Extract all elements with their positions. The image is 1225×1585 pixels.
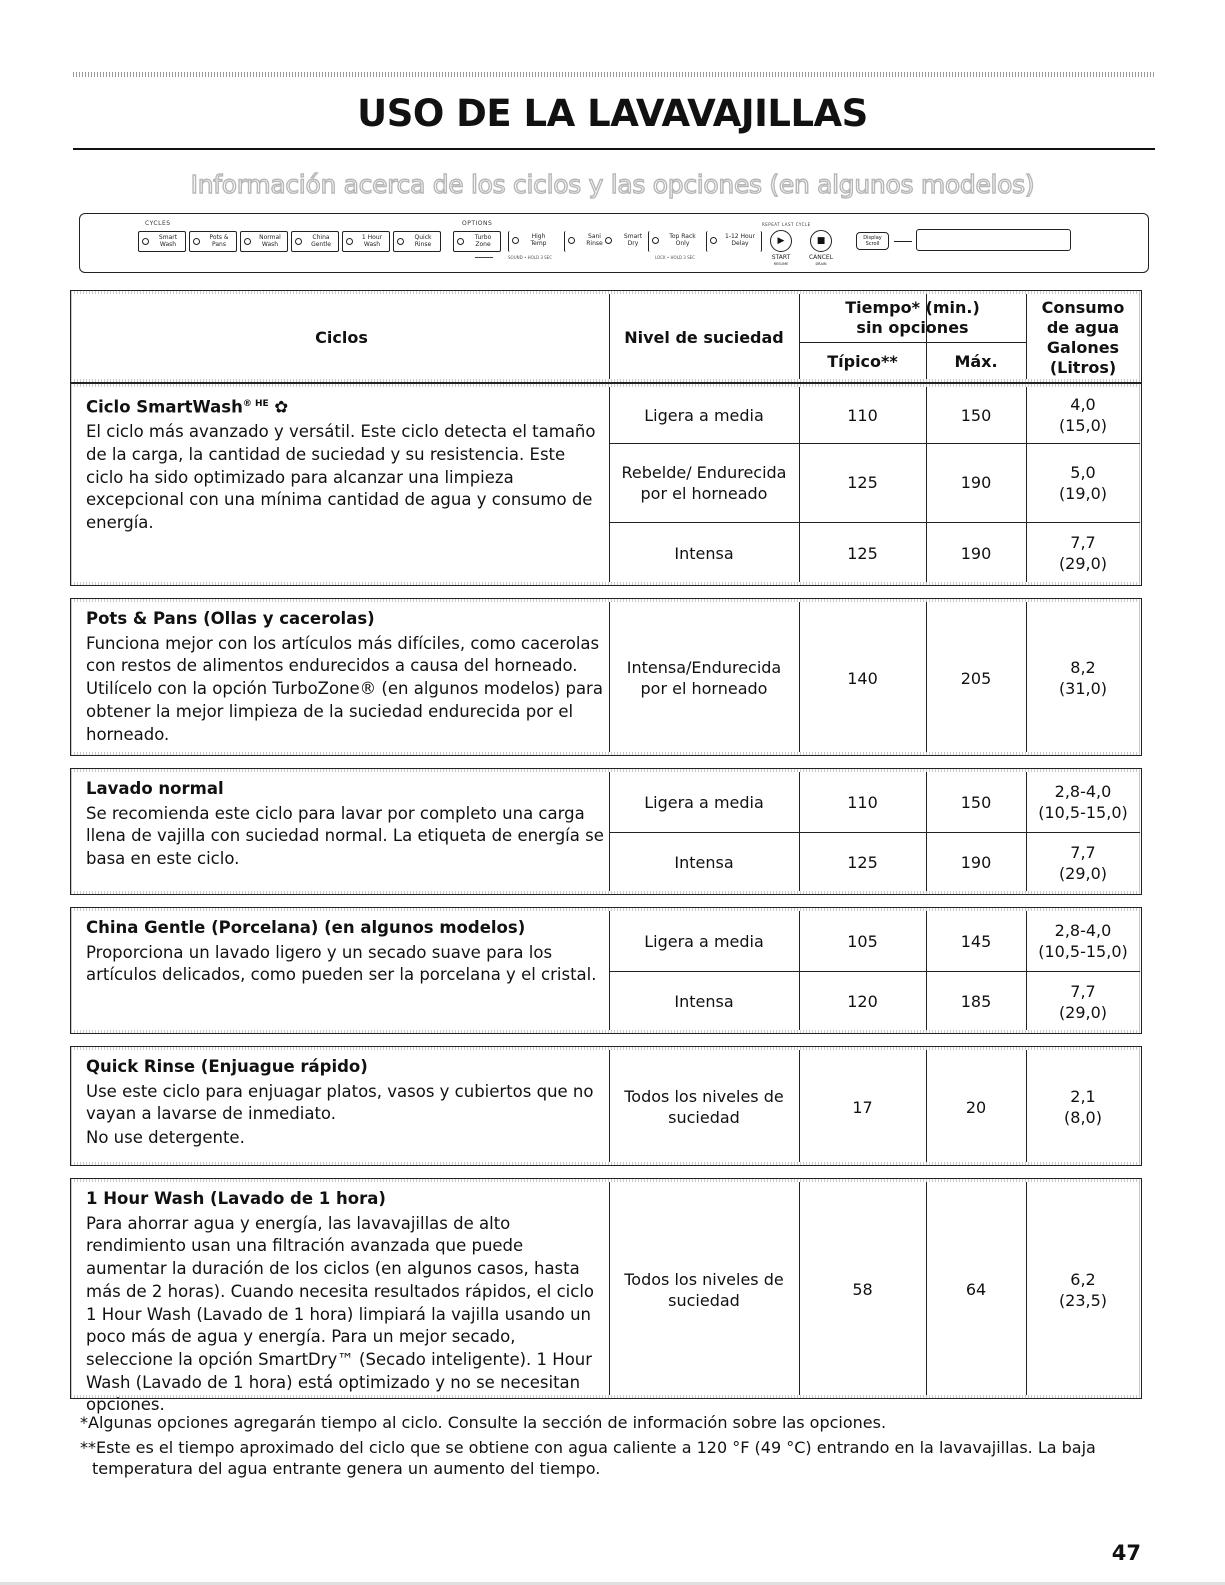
typical-cell: 120 [847, 992, 878, 1011]
soil-cell: Rebelde/ Endurecida por el horneado [621, 462, 787, 503]
water-cell: 8,2 (31,0) [1058, 658, 1108, 698]
soil-cell: Todos los niveles de suciedad [624, 1269, 784, 1310]
header-water: Consumo de agua Galones (Litros) [1041, 297, 1125, 377]
stop-icon: ■ [816, 236, 826, 246]
led-icon [457, 238, 464, 245]
cycle-description: Lavado normal Se recomienda este ciclo para lavar por completo una carga llena de vajilla con suciedad normal. La etiqueta de energía se basa en este ciclo. [86, 778, 606, 872]
led-icon [605, 237, 612, 244]
water-cell: 4,0 (15,0) [1058, 395, 1108, 435]
cycle-button-smart-wash[interactable]: Smart Wash [138, 231, 186, 252]
led-icon [568, 237, 575, 244]
header-soil: Nivel de suciedad [624, 327, 784, 347]
options-label: OPTIONS [462, 220, 493, 227]
soil-cell: Ligera a media [644, 792, 764, 812]
footnote-1: *Algunas opciones agregarán tiempo al ciclo. Consulte la sección de información sobre las opciones. [80, 1413, 887, 1432]
play-icon: ▶ [777, 236, 785, 246]
registered-he-mark: ® HE [242, 399, 269, 409]
soil-cell: Ligera a media [644, 405, 764, 425]
footnote-2: **Este es el tiempo aproximado del ciclo que se obtiene con agua caliente a 120 °F (49 °C) entrando en la lavavajillas. La baja temperatura del agua entrante genera un aumento del tiempo. [80, 1438, 1096, 1478]
title-rule [73, 148, 1155, 150]
water-cell: 6,2 (23,5) [1058, 1269, 1108, 1310]
led-icon [346, 238, 353, 245]
cycle-button-china-gentle[interactable]: China Gentle [291, 231, 339, 252]
max-cell: 185 [960, 992, 992, 1011]
repeat-label: REPEAT LAST CYCLE [762, 222, 811, 227]
table-section-normal-wash [70, 768, 1142, 895]
start-button[interactable] [770, 230, 792, 252]
header-max: Máx. [954, 351, 998, 371]
typical-cell: 110 [847, 792, 878, 812]
option-button-sani-rinse[interactable]: Sani Rinse [564, 231, 612, 252]
cancel-label: CANCEL DRAIN [808, 254, 834, 266]
table-header [70, 290, 1142, 383]
option-button-top-rack-only[interactable]: Top Rack Only [648, 231, 704, 252]
typical-cell: 125 [847, 473, 878, 492]
max-cell: 205 [960, 668, 992, 688]
header-time: Tiempo* (min.) sin opciones [845, 298, 980, 337]
option-button-turbo-zone[interactable]: Turbo Zone [453, 231, 501, 252]
cycle-name: Lavado normal [86, 779, 224, 798]
water-cell: 2,1 (8,0) [1064, 1087, 1102, 1127]
led-icon [397, 238, 404, 245]
soil-cell: Intensa [674, 992, 734, 1011]
cycle-button-1-hour-wash[interactable]: 1 Hour Wash [342, 231, 390, 252]
top-dotted-rule [73, 72, 1155, 77]
water-cell: 2,8-4,0 (10,5-15,0) [1038, 782, 1128, 822]
water-cell: 7,7 (29,0) [1058, 981, 1108, 1022]
typical-cell: 105 [847, 931, 878, 951]
display-window [916, 229, 1071, 251]
led-icon [512, 237, 519, 244]
cycle-name: 1 Hour Wash (Lavado de 1 hora) [86, 1189, 386, 1208]
max-cell: 20 [965, 1097, 987, 1117]
soil-cell: Intensa [674, 543, 734, 563]
header-typical: Típico** [827, 351, 898, 371]
cycle-button-quick-rinse[interactable]: Quick Rinse [393, 231, 441, 252]
page-number: 47 [1111, 1541, 1141, 1565]
max-cell: 190 [960, 853, 992, 872]
cycle-name: Pots & Pans (Ollas y cacerolas) [86, 609, 375, 628]
option-button-smart-dry[interactable]: Smart Dry [602, 231, 652, 252]
sound-hint: SOUND • HOLD 3 SEC [508, 255, 553, 260]
display-connector [894, 241, 912, 242]
display-scroll-button[interactable]: Display Scroll [856, 232, 889, 250]
sound-underline [475, 257, 493, 258]
led-icon [193, 238, 200, 245]
cycle-description: China Gentle (Porcelana) (en algunos modelos) Proporciona un lavado ligero y un secado suave para los artículos delicados, como pueden ser la porcelana y el cristal. [86, 917, 606, 988]
table-section-pots-pans [70, 598, 1142, 756]
start-label: START RESUME [771, 254, 791, 266]
led-icon [652, 237, 659, 244]
cancel-button[interactable] [810, 230, 832, 252]
water-cell: 7,7 (29,0) [1058, 842, 1108, 883]
cycle-description: Quick Rinse (Enjuague rápido) Use este ciclo para enjuagar platos, vasos y cubiertos que no vayan a lavarse de inmediato. No use detergente. [86, 1056, 606, 1151]
water-cell: 7,7 (29,0) [1058, 533, 1108, 573]
typical-cell: 125 [847, 543, 878, 563]
typical-cell: 58 [852, 1280, 873, 1299]
table-section-china-gentle [70, 907, 1142, 1034]
max-cell: 190 [960, 473, 992, 492]
option-button-high-temp[interactable]: High Temp [508, 231, 556, 252]
led-icon [710, 237, 717, 244]
cycle-name: China Gentle (Porcelana) (en algunos modelos) [86, 918, 526, 937]
typical-cell: 110 [847, 405, 878, 425]
lock-hint: LOCK • HOLD 3 SEC [655, 255, 695, 260]
table-section-quick-rinse [70, 1046, 1142, 1166]
max-cell: 150 [960, 405, 992, 425]
led-icon [244, 238, 251, 245]
page-title: USO DE LA LAVAVAJILLAS [357, 92, 868, 135]
max-cell: 64 [965, 1280, 987, 1299]
typical-cell: 17 [852, 1097, 873, 1117]
led-icon [142, 238, 149, 245]
header-cycles: Ciclos [315, 327, 368, 347]
control-panel-illustration [79, 213, 1149, 273]
cycle-name: Ciclo SmartWash [86, 397, 243, 417]
water-cell: 5,0 (19,0) [1058, 462, 1108, 503]
cycle-description: Pots & Pans (Ollas y cacerolas) Funciona mejor con los artículos más difíciles, como cacerolas con restos de alimentos endurecidos a causa del horneado. Utilícelo con la opción TurboZone® (en algunos modelos) para obtener la mejor limpieza de la suciedad endurecida por el horneado. [86, 608, 606, 747]
cycle-name: Quick Rinse (Enjuague rápido) [86, 1057, 368, 1076]
cycles-label: CYCLES [145, 220, 171, 227]
soil-cell: Intensa [674, 853, 734, 872]
page-subtitle: Información acerca de los ciclos y las opciones (en algunos modelos) [190, 170, 1035, 199]
cycle-button-pots-pans[interactable]: Pots & Pans [189, 231, 237, 252]
soil-cell: Ligera a media [644, 931, 764, 951]
typical-cell: 140 [847, 668, 878, 688]
typical-cell: 125 [847, 853, 878, 872]
table-section-1-hour-wash [70, 1178, 1142, 1415]
option-button-delay[interactable]: 1-12 Hour Delay [706, 231, 762, 252]
max-cell: 150 [960, 792, 992, 812]
water-cell: 2,8-4,0 (10,5-15,0) [1038, 921, 1128, 961]
soil-cell: Intensa/Endurecida por el horneado [626, 658, 782, 698]
max-cell: 145 [960, 931, 992, 951]
cycle-description: 1 Hour Wash (Lavado de 1 hora) Para ahorrar agua y energía, las lavavajillas de alto rendimiento usan una filtración avanzada que puede aumentar la duración de los ciclos (en algunos casos, hasta más de 2 horas). Cuando necesita resultados rápidos, el ciclo 1 Hour Wash (Lavado de 1 hora) limpiará la vajilla usando un poco más de agua y energía. Para un mejor secado, seleccione la opción SmartDry™ (Secado inteligente). 1 Hour Wash (Lavado de 1 hora) está optimizado y no se necesitan opciones. [86, 1188, 606, 1418]
cycle-button-normal-wash[interactable]: Normal Wash [240, 231, 288, 252]
led-icon [295, 238, 302, 245]
soil-cell: Todos los niveles de suciedad [624, 1087, 784, 1127]
table-section-smartwash [70, 383, 1142, 586]
max-cell: 190 [960, 543, 992, 563]
cycle-description: Ciclo SmartWash$^{® HE}$ ✿ El ciclo más avanzado y versátil. Este ciclo detecta el tamaño de la carga, la cantidad de suciedad y su resistencia. Este ciclo ha sido optimizado para alcanzar una limpieza excepcional con una mínima cantidad de agua y consumo de energía. [86, 397, 596, 533]
leaf-icon: ✿ [274, 397, 289, 417]
